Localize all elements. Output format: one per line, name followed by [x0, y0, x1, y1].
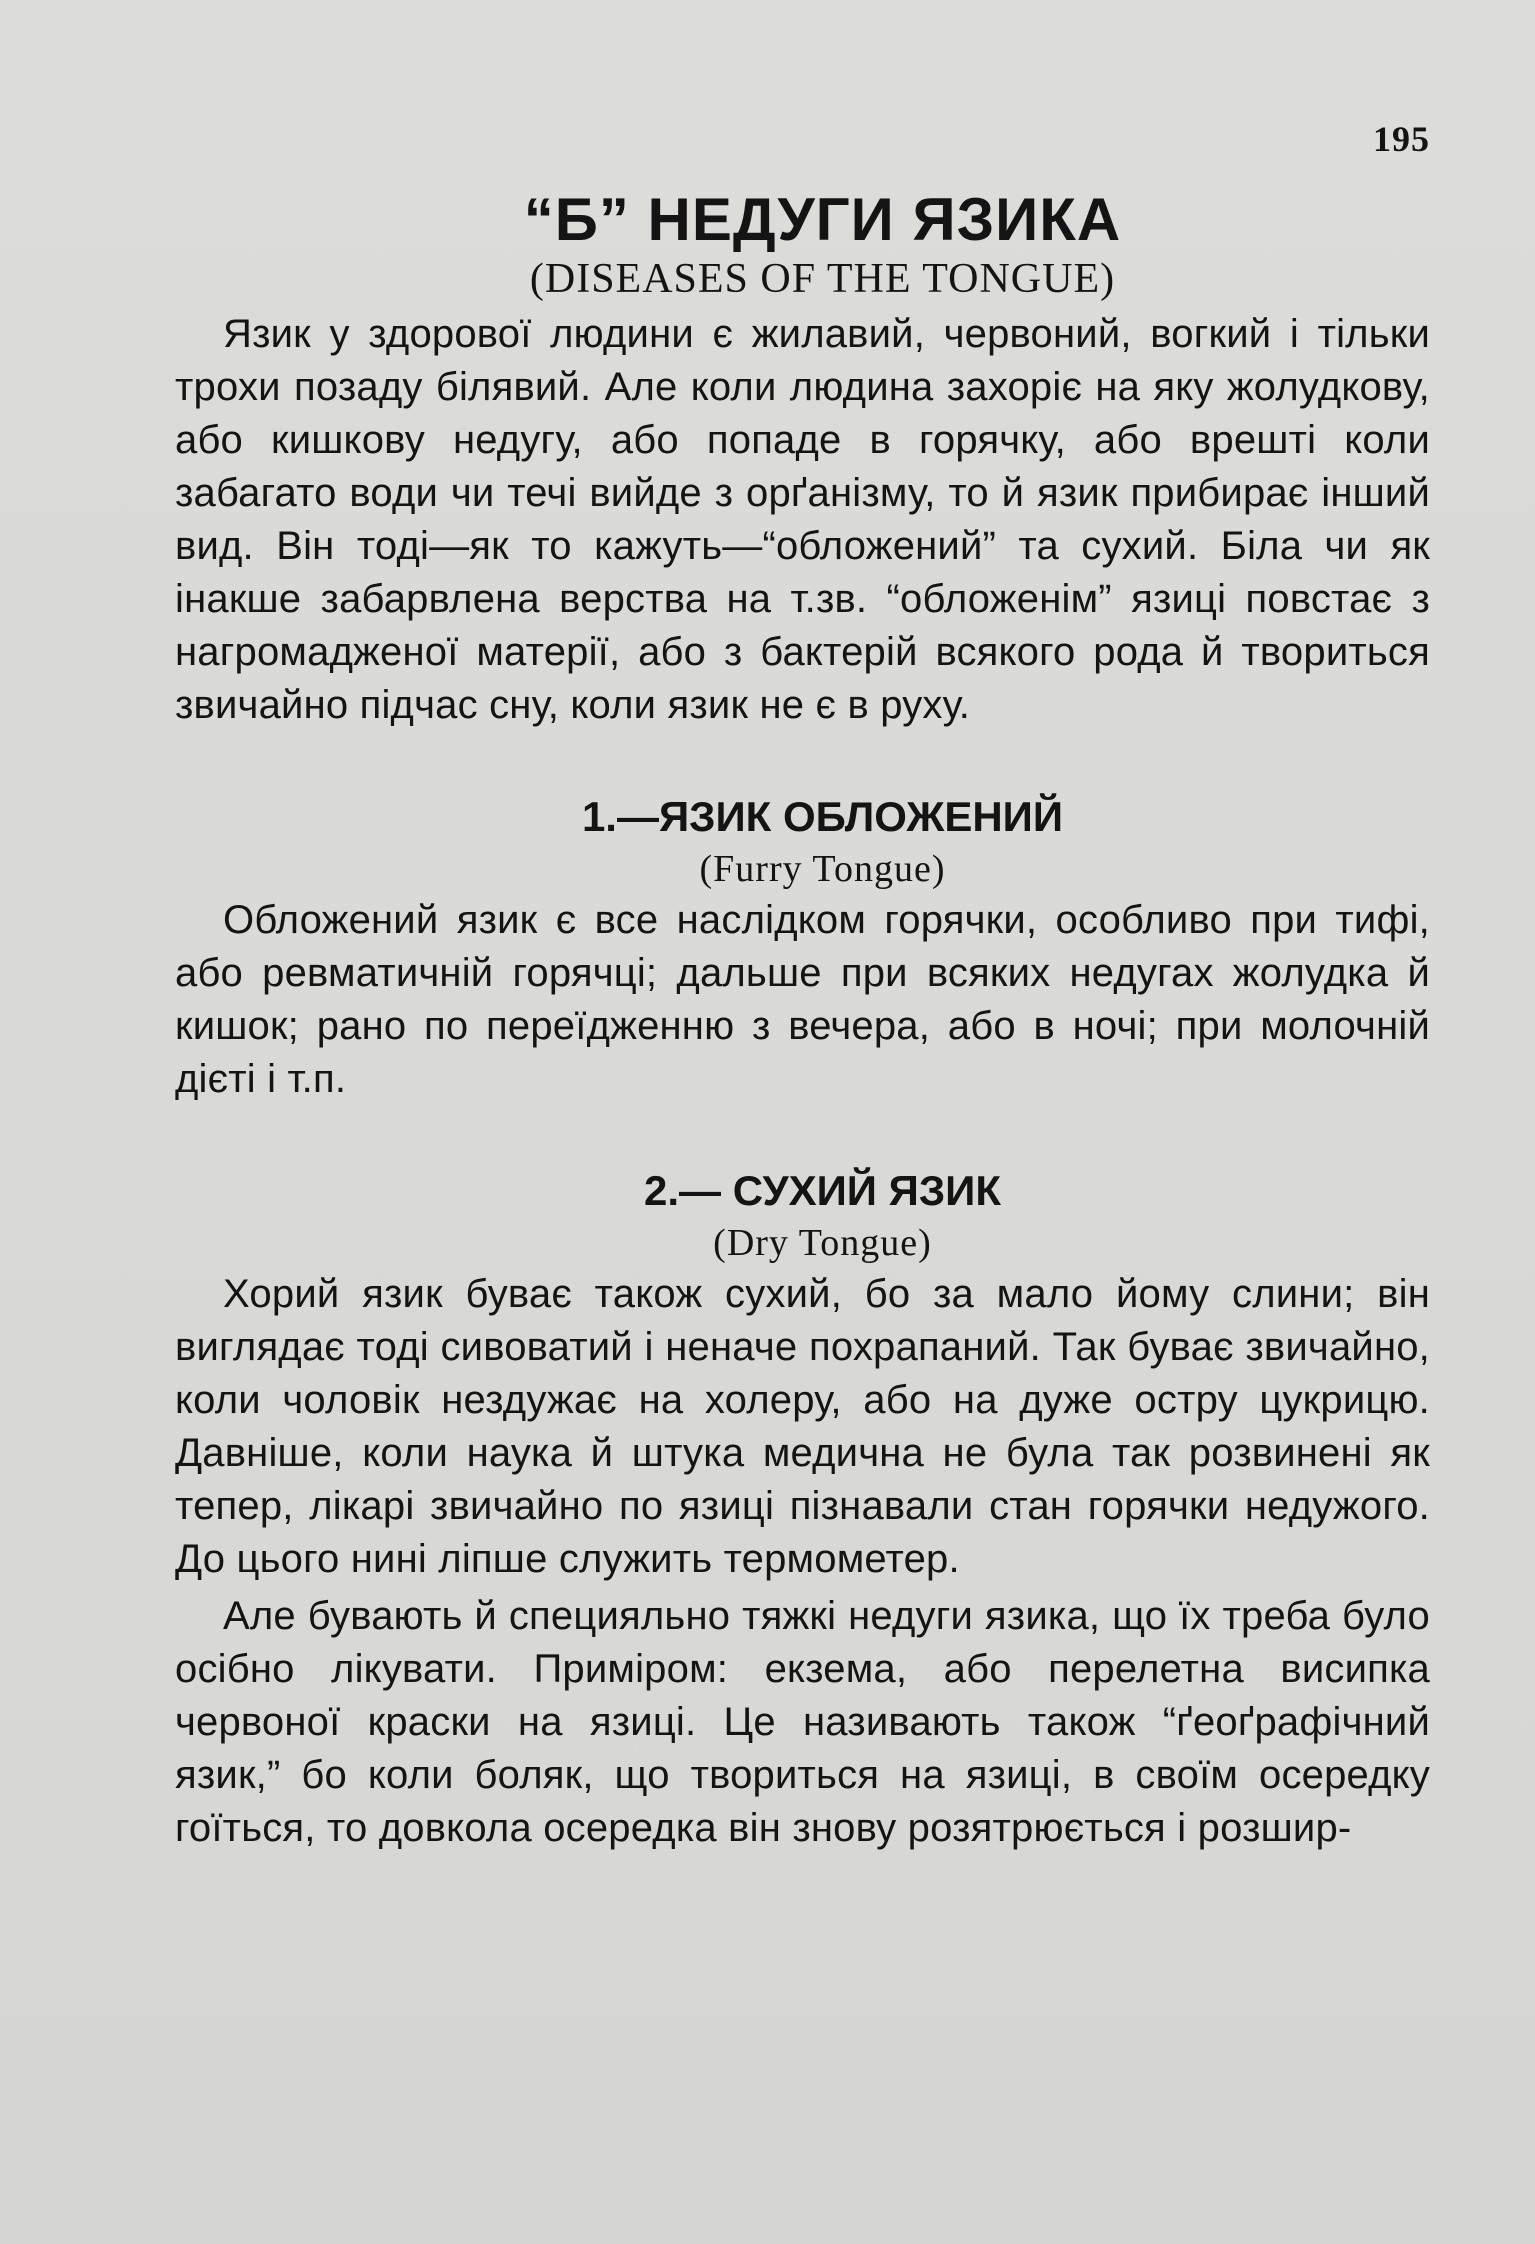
- section-title-furry-tongue: 1.—ЯЗИК ОБЛОЖЕНИЙ: [581, 793, 1064, 841]
- section-paragraph-dry-tongue-2: Але бувають й специяльно тяжкі недуги язика, що їх треба було осібно лікувати. Приміром: екзема, або перелетна висипка червоної краски на язиці. Це називають також “ґеоґрафічний язик,” бо коли боляк, що твориться на язиці, в своїм осередку гоїться, то довкола осередка він знову розятрюється і розшир-: [175, 1593, 1430, 1850]
- page-content: [175, 180, 1430, 1855]
- section-subtitle-dry-tongue: (Dry Tongue): [713, 1222, 932, 1265]
- section-title-dry-tongue: 2.— СУХИЙ ЯЗИК: [644, 1167, 1001, 1215]
- chapter-subtitle: (DISEASES OF THE TONGUE): [529, 256, 1116, 302]
- page-number: 195: [1373, 119, 1430, 159]
- section-paragraph-furry-tongue: Обложений язик є все наслідком горячки, особливо при тифі, або ревматичній горячці; дальше при всяких недугах жолудка й кишок; рано по переїдженню з вечера, або в ночі; при молочній дієті і т.п.: [175, 898, 1430, 1102]
- section-paragraph-dry-tongue-1: Хорий язик буває також сухий, бо за мало йому слини; він виглядає тоді сивоватий і неначе похрапаний. Так буває звичайно, коли чоловік нездужає на холеру, або на дуже остру цукрицю. Давніше, коли наука й штука медична не була так розвинені як тепер, лікарі звичайно по язиці пізнавали стан горячки недужого. До цього нині ліпше служить термометер.: [175, 1271, 1430, 1581]
- section-subtitle-furry-tongue: (Furry Tongue): [699, 848, 946, 891]
- chapter-intro-paragraph: Язик у здорової людини є жилавий, червоний, вогкий і тільки трохи позаду білявий. Але коли людина захоріє на яку жолудкову, або кишкову недугу, або попаде в горячку, або врешті коли забагато води чи течі вийде з орґанізму, то й язик прибирає інший вид. Він тоді—як то кажуть—“обложений” та сухий. Біла чи як інакше забарвлена верства на т.зв. “обложенім” язиці повстає з нагромадженої матерії, або з бактерій всякого рода й твориться звичайно підчас сну, коли язик не є в руху.: [175, 312, 1430, 728]
- chapter-title: “Б” НЕДУГИ ЯЗИКА: [523, 186, 1122, 253]
